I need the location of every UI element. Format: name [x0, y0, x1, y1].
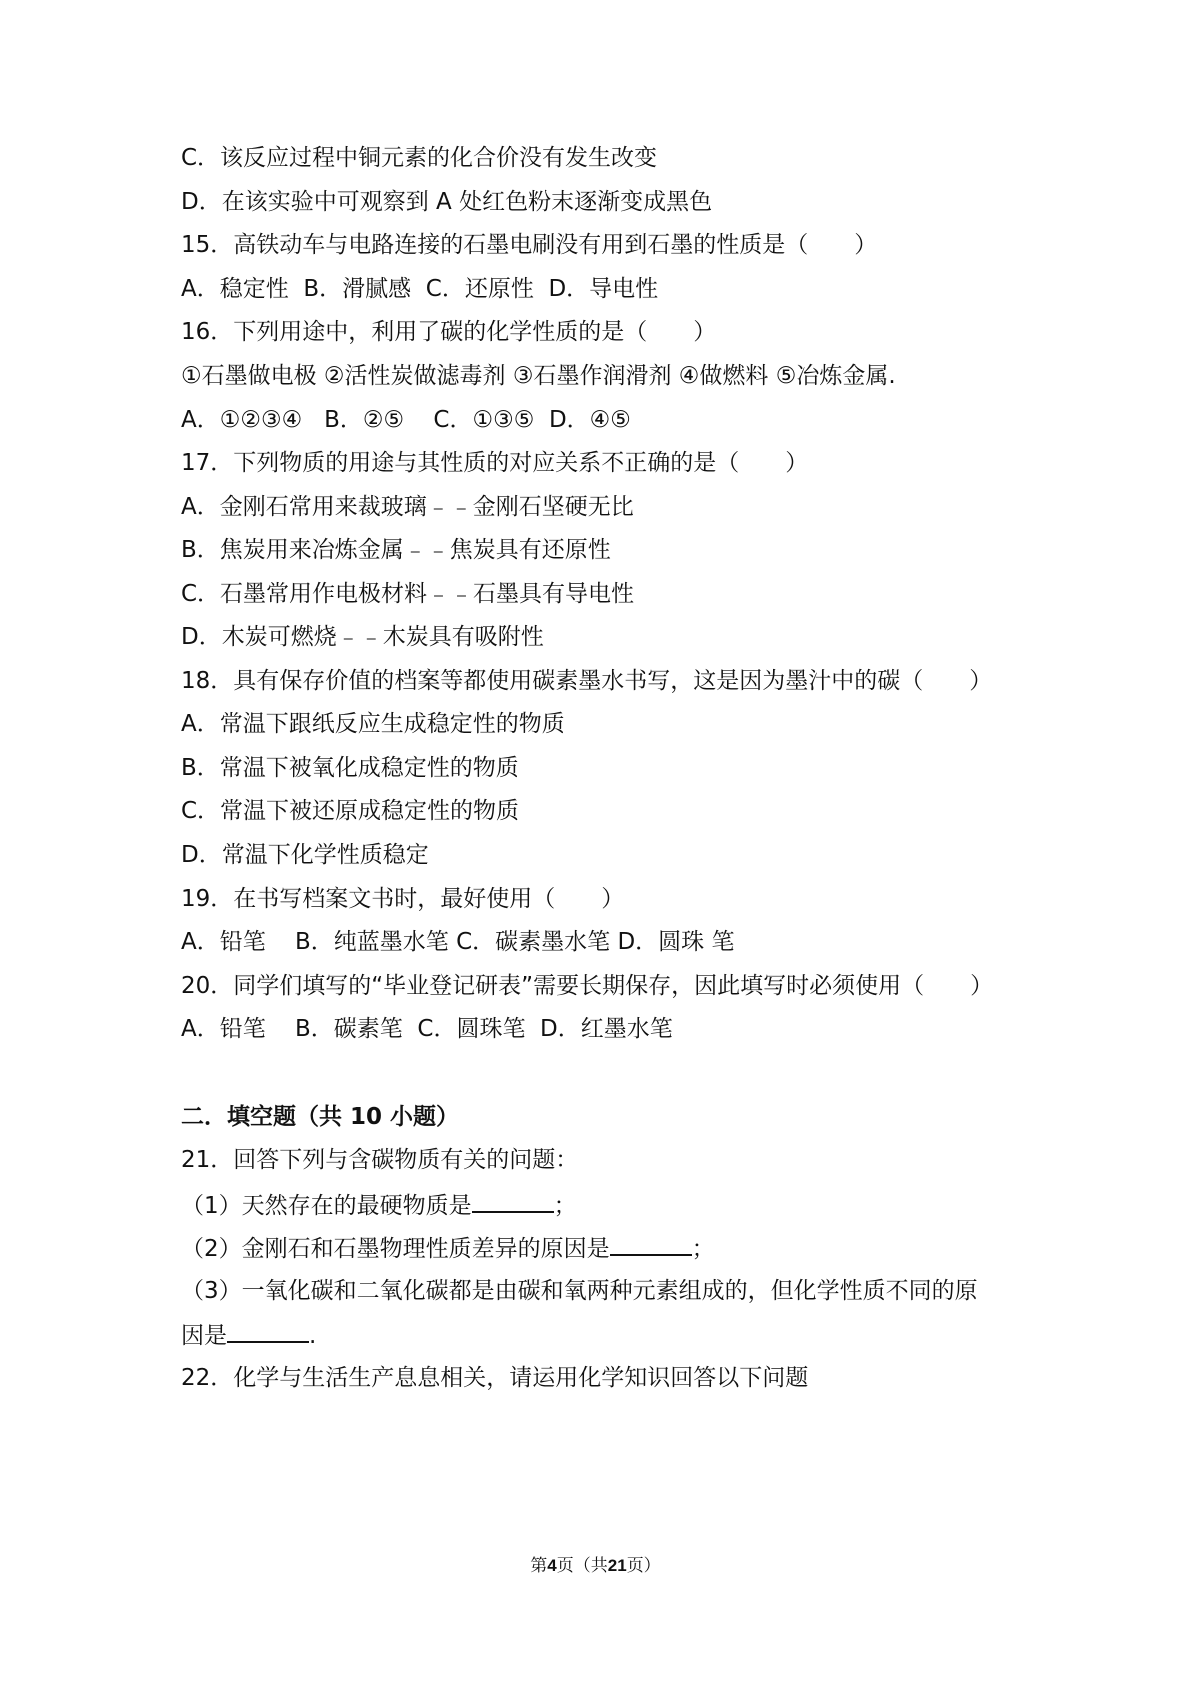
- question-16: 16．下列用途中，利用了碳的化学性质的是（ ）: [181, 319, 717, 345]
- option-c-prev: C．该反应过程中铜元素的化合价没有发生改变: [181, 145, 658, 171]
- question-21-part-2: [181, 1232, 715, 1264]
- footer-page-number: 4: [547, 1556, 557, 1575]
- question-22: 22．化学与生活生产息息相关，请运用化学知识回答以下问题: [181, 1365, 809, 1391]
- question-17-option-b: B．焦炭用来冶炼金属﹣﹣焦炭具有还原性: [181, 537, 611, 563]
- question-21-part-3: （3）一氧化碳和二氧化碳都是由碳和氧两种元素组成的，但化学性质不同的原: [181, 1278, 978, 1304]
- question-18-option-d: D．常温下化学性质稳定: [181, 842, 429, 868]
- section-heading: 二．填空题（共 10 小题）: [181, 1104, 460, 1130]
- question-20: 20．同学们填写的“毕业登记研表”需要长期保存，因此填写时必须使用（ ）: [181, 973, 994, 999]
- footer-suffix: 页）: [626, 1556, 661, 1576]
- option-d-prev: D．在该实验中可观察到 A 处红色粉末逐渐变成黑色: [181, 189, 713, 215]
- question-21-part-1: [181, 1189, 577, 1221]
- question-21-part-3-end: .: [309, 1323, 317, 1349]
- question-17-option-d: D．木炭可燃烧﹣﹣木炭具有吸附性: [181, 624, 544, 650]
- question-21-part-2-end: ；: [691, 1236, 715, 1262]
- question-21-part-1-end: ；: [553, 1193, 577, 1219]
- question-18-option-b: B．常温下被氧化成稳定性的物质: [181, 755, 519, 781]
- question-21-part-1-text: （1）天然存在的最硬物质是: [181, 1193, 472, 1219]
- question-15: 15．高铁动车与电路连接的石墨电刷没有用到石墨的性质是（ ）: [181, 232, 878, 258]
- question-17-option-a: A．金刚石常用来裁玻璃﹣﹣金刚石坚硬无比: [181, 494, 634, 520]
- question-21-part-3-cont: [181, 1319, 316, 1351]
- question-21-part-3-cont-text: 因是: [181, 1323, 227, 1349]
- question-21: 21．回答下列与含碳物质有关的问题：: [181, 1147, 579, 1173]
- answer-blank[interactable]: [227, 1319, 309, 1343]
- question-21-part-2-text: （2）金刚石和石墨物理性质差异的原因是: [181, 1236, 610, 1262]
- question-17: 17．下列物质的用途与其性质的对应关系不正确的是（ ）: [181, 450, 809, 476]
- question-17-option-c: C．石墨常用作电极材料﹣﹣石墨具有导电性: [181, 581, 635, 607]
- answer-blank[interactable]: [472, 1189, 554, 1213]
- footer-total-pages: 21: [607, 1556, 627, 1575]
- footer-middle: 页（共: [556, 1556, 608, 1576]
- question-15-options: A．稳定性 B．滑腻感 C．还原性 D．导电性: [181, 276, 659, 302]
- question-19-options: A．铅笔 B．纯蓝墨水笔 C．碳素墨水笔 D．圆珠 笔: [181, 929, 735, 955]
- question-18-option-a: A．常温下跟纸反应生成稳定性的物质: [181, 711, 565, 737]
- question-16-options: A．①②③④ B．②⑤ C．①③⑤ D．④⑤: [181, 407, 631, 433]
- question-18-option-c: C．常温下被还原成稳定性的物质: [181, 798, 520, 824]
- page-footer: [0, 1551, 1191, 1576]
- question-20-options: A．铅笔 B．碳素笔 C．圆珠笔 D．红墨水笔: [181, 1016, 673, 1042]
- question-16-items: ①石墨做电极 ②活性炭做滤毒剂 ③石墨作润滑剂 ④做燃料 ⑤冶炼金属.: [181, 363, 896, 389]
- question-19: 19．在书写档案文书时，最好使用（ ）: [181, 886, 625, 912]
- answer-blank[interactable]: [610, 1232, 692, 1256]
- footer-prefix: 第: [530, 1556, 548, 1576]
- question-18: 18．具有保存价值的档案等都使用碳素墨水书写，这是因为墨汁中的碳（ ）: [181, 668, 993, 694]
